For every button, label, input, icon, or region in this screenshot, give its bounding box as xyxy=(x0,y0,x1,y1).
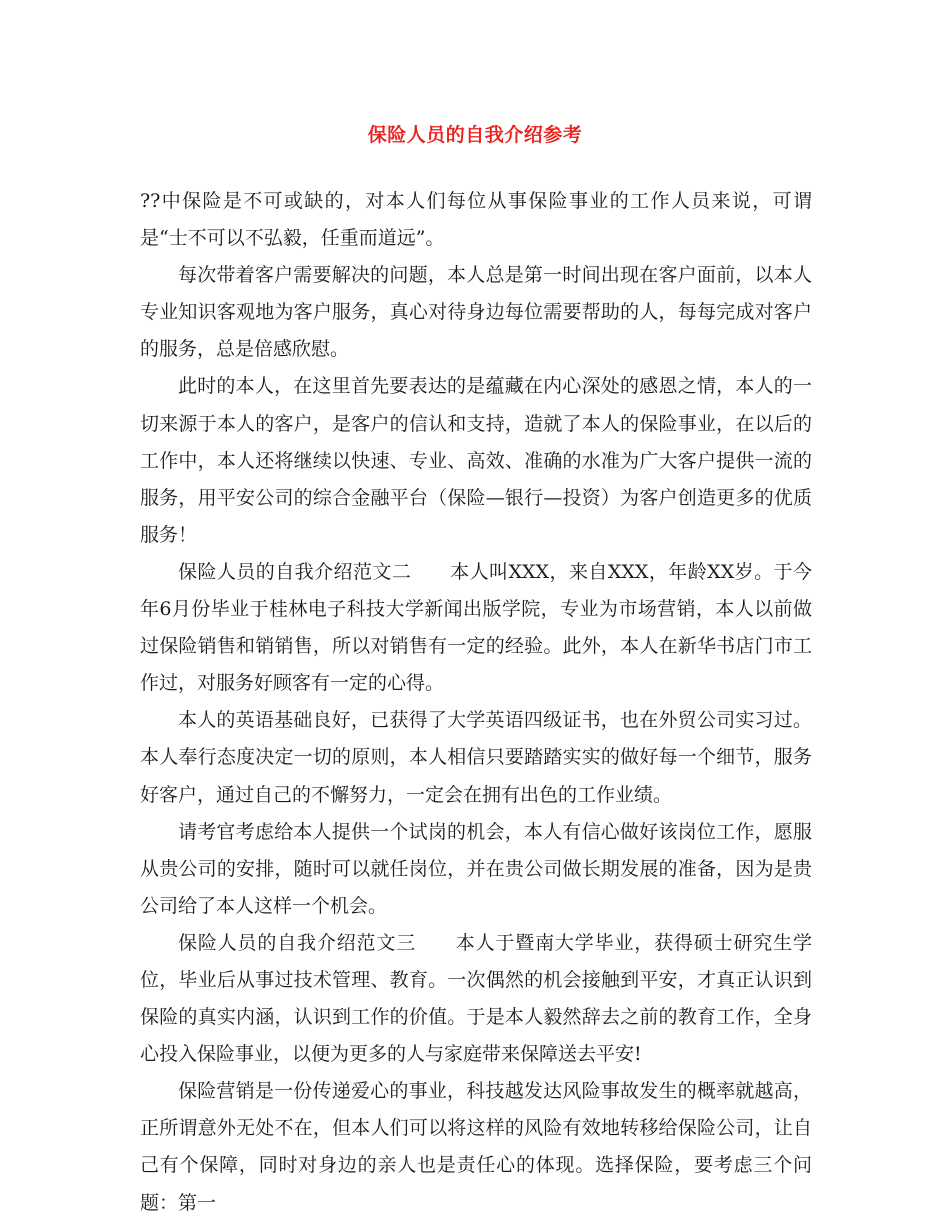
paragraph-8: 保险营销是一份传递爱心的事业，科技越发达风险事故发生的概率就越高，正所谓意外无处不在，但本人们可以将这样的风险有效地转移给保险公司，让自己有个保障，同时对身边的亲人也是责任心的体现。选择保险，要考虑三个问题：第一 xyxy=(140,1080,812,1214)
paragraph-1: ??中保险是不可或缺的，对本人们每位从事保险事业的工作人员来说，可谓是“士不可以不弘毅，任重而道远”。 xyxy=(140,190,812,250)
paragraph-5: 本人的英语基础良好，已获得了大学英语四级证书，也在外贸公司实习过。本人奉行态度决定一切的原则，本人相信只要踏踏实实的做好每一个细节，服务好客户，通过自己的不懈努力，一定会在拥有出色的工作业绩。 xyxy=(140,709,812,806)
paragraph-7: 保险人员的自我介绍范文三 本人于暨南大学毕业，获得硕士研究生学位，毕业后从事过技术管理、教育。一次偶然的机会接触到平安，才真正认识到保险的真实内涵，认识到工作的价值。于是本人毅然辞去之前的教育工作，全身心投入保险事业，以便为更多的人与家庭带来保障送去平安! xyxy=(140,931,812,1066)
document-body xyxy=(140,183,812,1222)
document-title: 保险人员的自我介绍参考 xyxy=(367,124,583,146)
paragraph-4: 保险人员的自我介绍范文二 本人叫XXX，来自XXX，年龄XX岁。于今年6月份毕业于桂林电子科技大学新闻出版学院，专业为市场营销，本人以前做过保险销售和销销售，所以对销售有一定的经验。此外，本人在新华书店门市工作过，对服务好顾客有一定的心得。 xyxy=(140,560,812,695)
paragraph-2: 每次带着客户需要解决的问题，本人总是第一时间出现在客户面前，以本人专业知识客观地为客户服务，真心对待身边每位需要帮助的人，每每完成对客户的服务，总是倍感欣慰。 xyxy=(140,264,812,361)
paragraph-6: 请考官考虑给本人提供一个试岗的机会，本人有信心做好该岗位工作，愿服从贵公司的安排，随时可以就任岗位，并在贵公司做长期发展的准备，因为是贵公司给了本人这样一个机会。 xyxy=(140,820,812,917)
paragraph-3: 此时的本人，在这里首先要表达的是蕴藏在内心深处的感恩之情，本人的一切来源于本人的客户，是客户的信认和支持，造就了本人的保险事业，在以后的工作中，本人还将继续以快速、专业、高效、准确的水准为广大客户提供一流的服务，用平安公司的综合金融平台（保险—银行—投资）为客户创造更多的优质服务！ xyxy=(140,375,812,546)
